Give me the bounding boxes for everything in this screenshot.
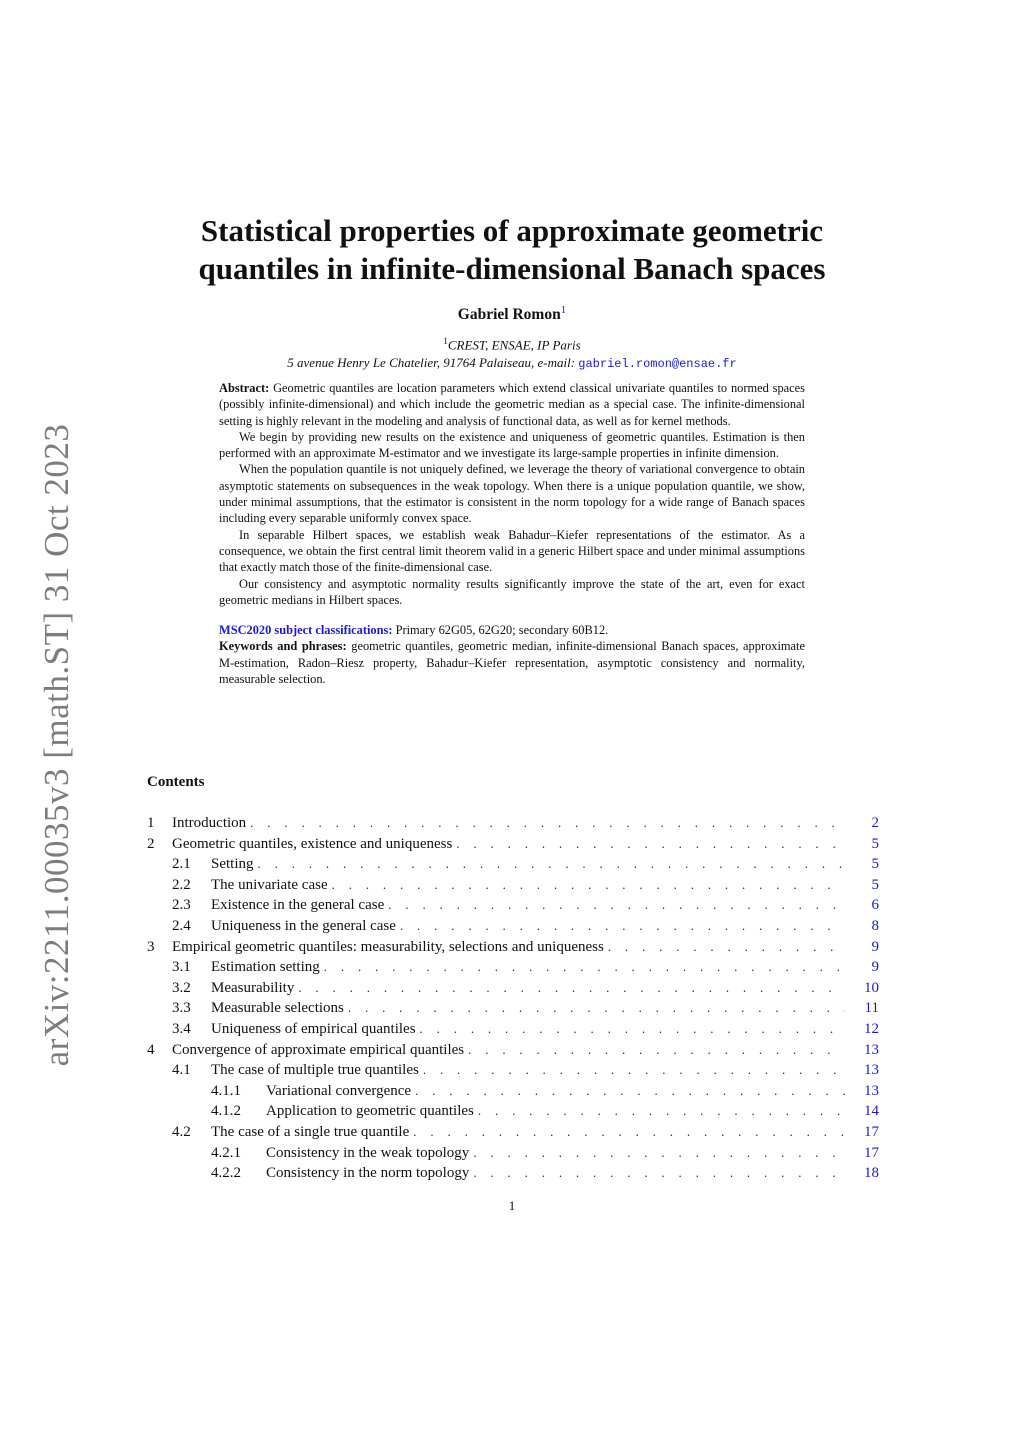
toc-entry-number: 3.2	[172, 979, 191, 996]
toc-entry-title[interactable]: Geometric quantiles, existence and uniqueness	[172, 835, 453, 852]
keywords-label: Keywords and phrases:	[219, 639, 347, 654]
msc-text: Primary 62G05, 62G20; secondary 60B12.	[395, 623, 609, 638]
toc-dot-leader	[456, 836, 845, 852]
toc-entry-title[interactable]: Setting	[211, 856, 254, 873]
affiliation-institution-line	[0, 332, 1024, 354]
affiliation-institution: CREST, ENSAE, IP Paris	[447, 337, 581, 353]
toc-dot-leader	[388, 897, 845, 913]
toc-entry[interactable]	[147, 959, 879, 980]
toc-entry[interactable]	[147, 1165, 879, 1186]
paper-title-line-2: quantiles in infinite-dimensional Banach spaces	[198, 251, 826, 286]
keywords-line	[219, 638, 805, 687]
toc-entry[interactable]	[147, 1021, 879, 1042]
toc-page-link[interactable]: 5	[871, 835, 879, 852]
toc-entry-title[interactable]: Consistency in the norm topology	[266, 1165, 470, 1182]
abstract-text: Geometric quantiles are location parameters which extend classical univariate quantiles to normed spaces (possibly infinite-dimensional) and which include the geometric median as a special case. The infinite-dimensional setting is highly relevant in the modeling and analysis of functional data, as well as for kernel methods.	[219, 381, 805, 428]
affiliation	[0, 332, 1024, 373]
contents-heading: Contents	[147, 774, 205, 790]
author-name: Gabriel Romon	[457, 306, 561, 324]
toc-entry-number: 2.1	[172, 856, 191, 873]
toc-page-link[interactable]: 13	[864, 1062, 879, 1079]
toc-dot-leader	[608, 939, 845, 955]
toc-dot-leader	[423, 1062, 845, 1078]
abstract-paragraph: When the population quantile is not uniquely defined, we leverage the theory of variational convergence to obtain asymptotic statements on subsequences in the weak topology. When there is a unique population quantile, we show, under minimal assumptions, that the estimator is consistent in the norm topology for a wide range of Banach spaces including every separable uniformly convex space.	[219, 462, 805, 526]
toc-entry[interactable]	[147, 1000, 879, 1021]
toc-dot-leader	[258, 856, 845, 872]
toc-entry-title[interactable]: Variational convergence	[266, 1082, 412, 1099]
abstract-label: Abstract:	[219, 381, 270, 395]
paper-title	[0, 212, 1024, 288]
toc-entry[interactable]	[147, 856, 879, 877]
author-affiliation-marker[interactable]: 1	[560, 304, 567, 316]
toc-page-link[interactable]: 13	[864, 1041, 879, 1058]
toc-entry-title[interactable]: Convergence of approximate empirical quantiles	[172, 1041, 465, 1058]
toc-entry-title[interactable]: Measurable selections	[211, 1000, 344, 1017]
toc-entry-title[interactable]: Estimation setting	[211, 959, 320, 976]
toc-page-link[interactable]: 5	[871, 856, 879, 873]
toc-entry-number: 1	[147, 815, 155, 831]
toc-entry[interactable]	[147, 1103, 879, 1124]
classification-block	[219, 622, 805, 687]
toc-entry-title[interactable]: Uniqueness in the general case	[211, 917, 396, 934]
toc-entry-number: 4	[147, 1041, 155, 1058]
arxiv-identifier: arXiv:2211.00035v3 [math.ST] 31 Oct 2023	[37, 423, 76, 1067]
toc-entry[interactable]	[147, 877, 879, 898]
msc-line	[219, 622, 805, 638]
table-of-contents	[147, 815, 879, 1186]
msc-link[interactable]: MSC2020 subject classifications:	[219, 623, 393, 638]
toc-entry-title[interactable]: Application to geometric quantiles	[266, 1103, 474, 1120]
toc-page-link[interactable]: 5	[871, 876, 879, 893]
toc-entry[interactable]	[147, 1042, 879, 1063]
toc-dot-leader	[324, 959, 845, 975]
toc-entry[interactable]	[147, 1124, 879, 1145]
toc-page-link[interactable]: 14	[864, 1103, 879, 1120]
toc-page-link[interactable]: 2	[871, 815, 879, 831]
toc-entry[interactable]	[147, 939, 879, 960]
toc-entry-title[interactable]: Measurability	[211, 979, 295, 996]
abstract-paragraph: We begin by providing new results on the existence and uniqueness of geometric quantiles. Estimation is then performed with an approximate M-estimator and we investigate its large-sample properties in infinite dimension.	[219, 429, 805, 461]
toc-entry-title[interactable]: Existence in the general case	[211, 897, 385, 914]
author	[0, 304, 1024, 324]
toc-entry-number: 3.3	[172, 1000, 191, 1017]
toc-entry-number: 3	[147, 938, 155, 955]
toc-dot-leader	[420, 1021, 845, 1037]
toc-entry-number: 2.2	[172, 876, 191, 893]
toc-dot-leader	[298, 980, 845, 996]
toc-dot-leader	[473, 1165, 845, 1181]
toc-entry-number: 2	[147, 835, 155, 852]
toc-entry[interactable]	[147, 918, 879, 939]
toc-page-link[interactable]: 12	[864, 1020, 879, 1037]
toc-entry[interactable]	[147, 1145, 879, 1166]
toc-entry[interactable]	[147, 815, 879, 836]
toc-entry[interactable]	[147, 1083, 879, 1104]
paper-title-line-1: Statistical properties of approximate geometric	[200, 213, 824, 248]
affiliation-address: 5 avenue Henry Le Chatelier, 91764 Palaiseau, e-mail:	[287, 355, 576, 371]
toc-entry-number: 4.1.2	[211, 1103, 241, 1120]
toc-dot-leader	[250, 815, 845, 831]
toc-entry-title[interactable]: Consistency in the weak topology	[266, 1144, 470, 1161]
toc-entry-title[interactable]: Introduction	[172, 815, 247, 831]
toc-entry-number: 2.3	[172, 897, 191, 914]
toc-entry-title[interactable]: Empirical geometric quantiles: measurability, selections and uniqueness	[172, 938, 604, 955]
toc-entry-title[interactable]: The case of multiple true quantiles	[211, 1062, 419, 1079]
toc-entry-title[interactable]: Uniqueness of empirical quantiles	[211, 1020, 416, 1037]
toc-page-link[interactable]: 9	[871, 938, 879, 955]
toc-page-link[interactable]: 11	[864, 1000, 879, 1017]
toc-page-link[interactable]: 13	[864, 1082, 879, 1099]
toc-entry-title[interactable]: The univariate case	[211, 876, 328, 893]
abstract-paragraph	[219, 380, 805, 429]
toc-page-link[interactable]: 6	[871, 897, 879, 914]
toc-entry-title[interactable]: The case of a single true quantile	[211, 1123, 410, 1140]
toc-dot-leader	[413, 1124, 845, 1140]
toc-entry-number: 4.2	[172, 1123, 191, 1140]
toc-entry-number: 4.1.1	[211, 1082, 241, 1099]
toc-dot-leader	[473, 1145, 845, 1161]
affiliation-address-line	[0, 354, 1024, 373]
abstract	[219, 380, 805, 687]
toc-entry[interactable]	[147, 897, 879, 918]
toc-page-link[interactable]: 8	[871, 917, 879, 934]
toc-page-link[interactable]: 18	[864, 1165, 879, 1182]
toc-entry[interactable]	[147, 980, 879, 1001]
toc-entry-number: 3.1	[172, 959, 191, 976]
toc-entry-number: 2.4	[172, 917, 191, 934]
keywords-text: geometric quantiles, geometric median, infinite-dimensional Banach spaces, approximate M-estimation, Radon–Riesz property, Bahadur–Kiefer representation, asymptotic consistency and normality, measurable selection.	[219, 639, 805, 687]
abstract-paragraph: Our consistency and asymptotic normality results significantly improve the state of the art, even for exact geometric medians in Hilbert spaces.	[219, 576, 805, 607]
page-number: 1	[508, 1198, 516, 1213]
toc-entry-number: 3.4	[172, 1020, 191, 1037]
toc-entry[interactable]	[147, 836, 879, 857]
abstract-paragraph: In separable Hilbert spaces, we establish weak Bahadur–Kiefer representations of the estimator. As a consequence, we obtain the first central limit theorem valid in a generic Hilbert space and under minimal assumptions that exactly match those of the finite-dimensional case.	[219, 527, 805, 575]
toc-dot-leader	[468, 1042, 845, 1058]
affiliation-marker: 1	[443, 336, 448, 346]
toc-dot-leader	[332, 877, 845, 893]
toc-entry-number: 4.1	[172, 1062, 191, 1079]
toc-entry-number: 4.2.2	[211, 1165, 241, 1182]
toc-page-link[interactable]: 10	[864, 979, 879, 996]
email-link[interactable]: gabriel.romon@ensae.fr	[578, 357, 737, 372]
toc-page-link[interactable]: 17	[864, 1144, 879, 1161]
toc-dot-leader	[400, 918, 845, 934]
toc-page-link[interactable]: 9	[871, 959, 879, 976]
toc-dot-leader	[478, 1103, 845, 1119]
toc-entry-number: 4.2.1	[211, 1144, 241, 1161]
toc-entry[interactable]	[147, 1062, 879, 1083]
toc-page-link[interactable]: 17	[864, 1123, 879, 1140]
toc-dot-leader	[415, 1083, 845, 1099]
toc-dot-leader	[348, 1000, 845, 1016]
